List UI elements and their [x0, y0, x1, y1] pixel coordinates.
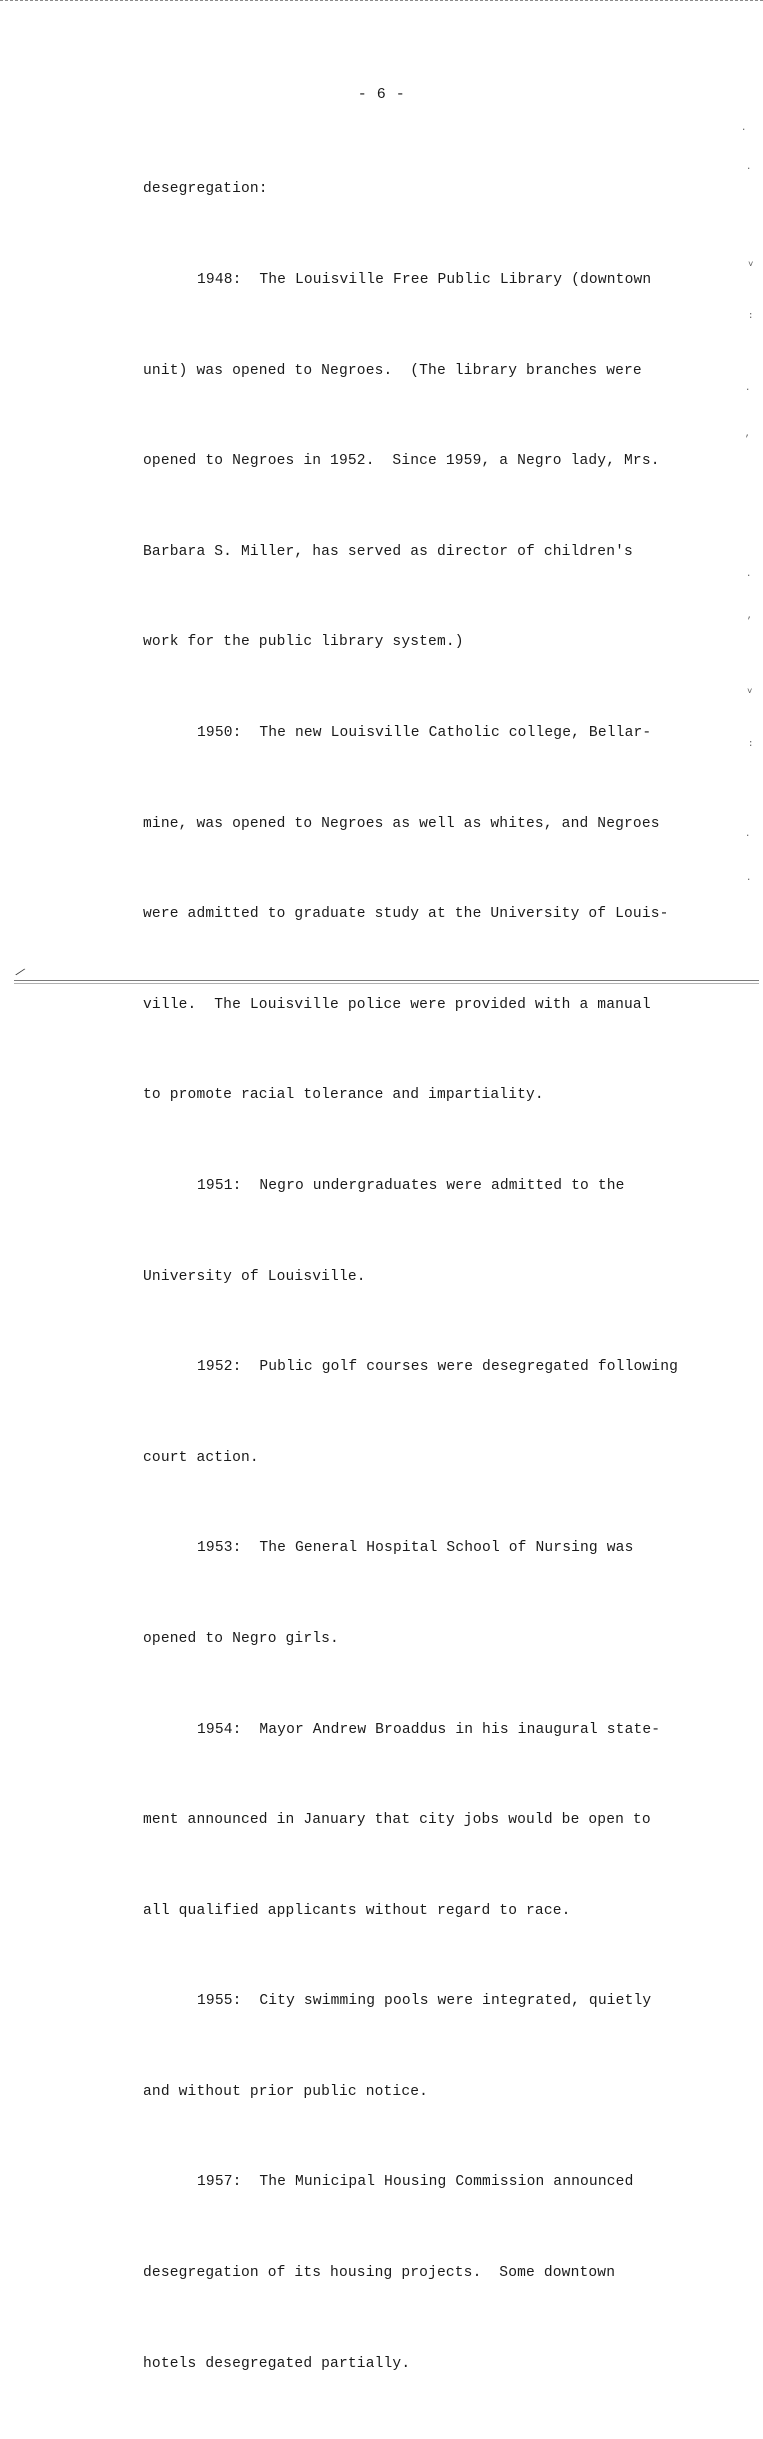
- top-perforation-border: [0, 0, 763, 1]
- text-line: unit) was opened to Negroes. (The library branches were: [143, 362, 642, 379]
- page-number: - 6 -: [357, 86, 406, 103]
- scan-speck: ,: [747, 611, 753, 621]
- paragraph-1957-start: 1957: The Municipal Housing Commission announced: [197, 2174, 634, 2191]
- stray-mark: /: [13, 965, 26, 981]
- text-line: court action.: [143, 1449, 259, 1466]
- bottom-rule: [14, 980, 759, 981]
- paragraph-1951-start: 1951: Negro undergraduates were admitted to the: [197, 1177, 625, 1194]
- bottom-rule-secondary: [14, 983, 759, 984]
- text-line: hotels desegregated partially.: [143, 2355, 411, 2372]
- paragraph-1952-start: 1952: Public golf courses were desegregated following: [197, 1359, 679, 1376]
- paragraph-1953-start: 1953: The General Hospital School of Nursing was: [197, 1540, 634, 1557]
- text-line: desegregation of its housing projects. Some downtown: [143, 2265, 616, 2282]
- text-line: Barbara S. Miller, has served as director of children's: [143, 543, 633, 560]
- scan-speck: ·: [746, 875, 752, 885]
- scan-speck: :: [748, 311, 754, 321]
- text-line: opened to Negro girls.: [143, 1630, 339, 1647]
- text-line: work for the public library system.): [143, 634, 464, 651]
- text-line: opened to Negroes in 1952. Since 1959, a Negro lady, Mrs.: [143, 453, 660, 470]
- text-line: ment announced in January that city jobs would be open to: [143, 1812, 651, 1829]
- text-line: mine, was opened to Negroes as well as whites, and Negroes: [143, 815, 660, 832]
- scan-speck: ·: [746, 571, 752, 581]
- text-line: ville. The Louisville police were provided with a manual: [143, 996, 651, 1013]
- scan-speck: :: [748, 739, 754, 749]
- text-line: all qualified applicants without regard to race.: [143, 1902, 571, 1919]
- scan-speck: ,: [745, 429, 751, 439]
- scan-speck: ˅: [747, 687, 753, 697]
- text-line: and without prior public notice.: [143, 2083, 429, 2100]
- paragraph-1954-start: 1954: Mayor Andrew Broaddus in his inaugural state-: [197, 1721, 661, 1738]
- text-line: to promote racial tolerance and impartiality.: [143, 1087, 544, 1104]
- paragraph-1955-start: 1955: City swimming pools were integrated, quietly: [197, 1993, 652, 2010]
- scan-speck: ·: [746, 164, 752, 174]
- scan-speck: ·: [745, 385, 751, 395]
- body-text: [143, 114, 703, 2439]
- scan-speck: ·: [745, 831, 751, 841]
- scan-speck: ˅: [748, 260, 754, 270]
- paragraph-1950-start: 1950: The new Louisville Catholic college, Bellar-: [197, 724, 652, 741]
- text-line: University of Louisville.: [143, 1268, 366, 1285]
- text-line: desegregation:: [143, 181, 268, 198]
- scan-speck: ·: [741, 125, 747, 135]
- paragraph-1948-start: 1948: The Louisville Free Public Library (downtown: [197, 272, 652, 288]
- text-line: were admitted to graduate study at the University of Louis-: [143, 906, 669, 923]
